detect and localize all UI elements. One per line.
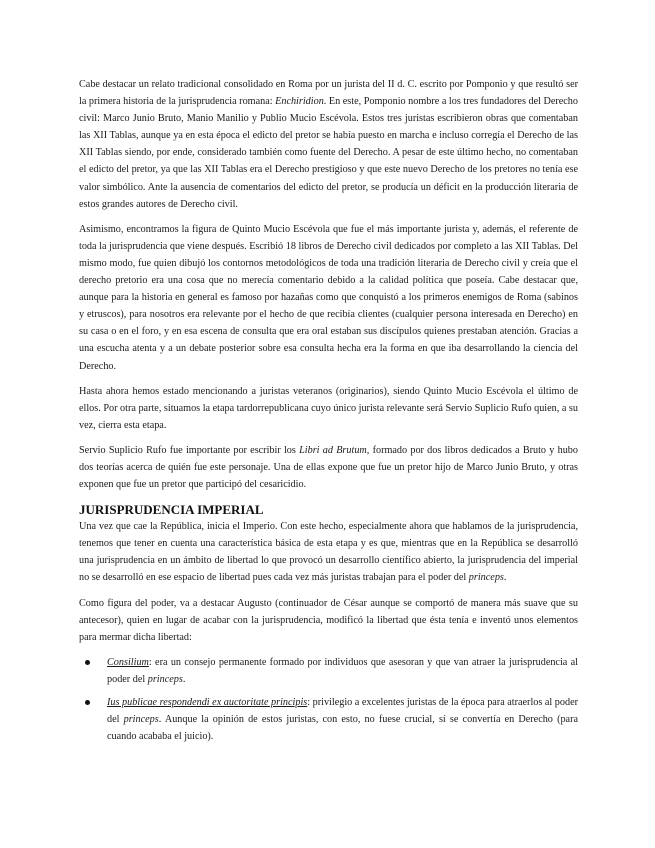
princeps-term: princeps [468,572,504,584]
list-item-ius-publicae: Ius publicae respondendi ex auctoritate principis: privilegio a excelentes juristas de la época para atraerlos al poder del princeps. Aunque la opinión de estos juristas, con esto, no fuese crucial, sí se convertía en Derecho (para cuando acababa el juicio). [79,694,578,745]
paragraph-quinto-mucio: Asimismo, encontramos la figura de Quinto Mucio Escévola que fue el más importante jurista y, además, el referente de toda la jurisprudencia que viene después. Escribió 18 libros de Derecho civil dedicados por completo a las XII Tablas. Del mismo modo, fue quien dibujó los contornos metodológicos de toda una tradición literaria de Derecho civil y creía que el derecho pretorio era una cosa que no merecía comentario debido a la calidad política que poseía. Cabe destacar que, aunque para la historia en general es famoso por hazañas como que conquistó a los primeros enemigos de Roma (sabinos y etruscos), para nosotros era relevante por el hecho de que recibía clientes (cualquier persona interesada en Derecho) en su casa o en el foro, y en esa escena de consulta que era oral estaban sus discípulos quienes prestaban atención. Gracias a una escucha atenta y a un debate posterior sobre esa consulta hecha era la forma en que iba desarrollando la ciencia del Derecho. [79,223,578,372]
ius-publicae-term: Ius publicae respondendi ex auctoritate principis [107,697,308,708]
list-item-consilium: Consilium: era un consejo permanente formado por individuos que asesoran y que van atraer la jurisprudencia al poder del princeps. [79,654,578,688]
consilium-term: Consilium [107,656,149,668]
bullet-icon [85,660,90,665]
paragraph-servio-suplicio: Servio Suplicio Rufo fue importante por escribir los Libri ad Brutum, formado por dos libros dedicados a Bruto y hubo dos teorías acerca de quién fue este personaje. Una de ellas expone que fue un pretor hijo de Marco Junio Bruto, y otras exponen que fue un pretor que participó del cesaricidio. [79,444,578,491]
bullet-icon [85,700,90,705]
libri-ad-brutum-title: Libri ad Brutum [299,444,367,456]
paragraph-pomponio: Cabe destacar un relato tradicional consolidado en Roma por un jurista del II d. C. escrito por Pomponio y que resultó ser la primera historia de la jurisprudencia romana: Enchiridion. En este, Pomponio nombre a los tres fundadores del Derecho civil: Marco Junio Bruto, Manio Manilio y Publio Mucio Escévola. Estos tres juristas escribieron obras que comentaban las XII Tablas, aunque ya en esta época el edicto del pretor se había puesto en marcha e incluso corregía el Derecho de las XII Tablas siendo, por ende, considerado también como fuente del Derecho. A pesar de este último hecho, no comentaban el edicto del pretor, ya que las XII Tablas era el Derecho prestigioso y que este nuevo Derecho de los pretores no tenía ese valor simbólico. Ante la ausencia de comentarios del edicto del pretor, se producía un déficit en la producción literaria de estos grandes autores de Derecho civil. [79,79,578,210]
document-page [79,76,578,751]
section-heading-jurisprudencia-imperial: JURISPRUDENCIA IMPERIAL [79,502,264,518]
paragraph-imperio: Una vez que cae la República, inicia el Imperio. Con este hecho, especialmente ahora que hablamos de la jurisprudencia, tenemos que tener en cuenta una característica básica de esta etapa y es que, mientras que en la República se desarrolló una jurisprudencia en un ámbito de libertad lo que provocó un desarrollo científico abierto, la jurisprudencia del imperial no se desarrolló en ese espacio de libertad pues cada vez más juristas trabajan para el poder del princeps. [79,521,578,584]
enchiridion-title: Enchiridion [275,96,324,108]
bullet-list [79,654,578,745]
paragraph-juristas-veteranos: Hasta ahora hemos estado mencionando a juristas veteranos (originarios), siendo Quinto Mucio Escévola el último de ellos. Por otra parte, situamos la etapa tardorrepublicana cuyo único jurista relevante será Servio Suplicio Rufo quien, a su vez, cierra esta etapa. [79,385,578,431]
paragraph-augusto: Como figura del poder, va a destacar Augusto (continuador de César aunque se comportó de manera más suave que su antecesor), quien en lugar de acabar con la jurisprudencia, modificó la libertad que ésta tenía e inventó unos elementos para mermar dicha libertad: [79,597,578,643]
